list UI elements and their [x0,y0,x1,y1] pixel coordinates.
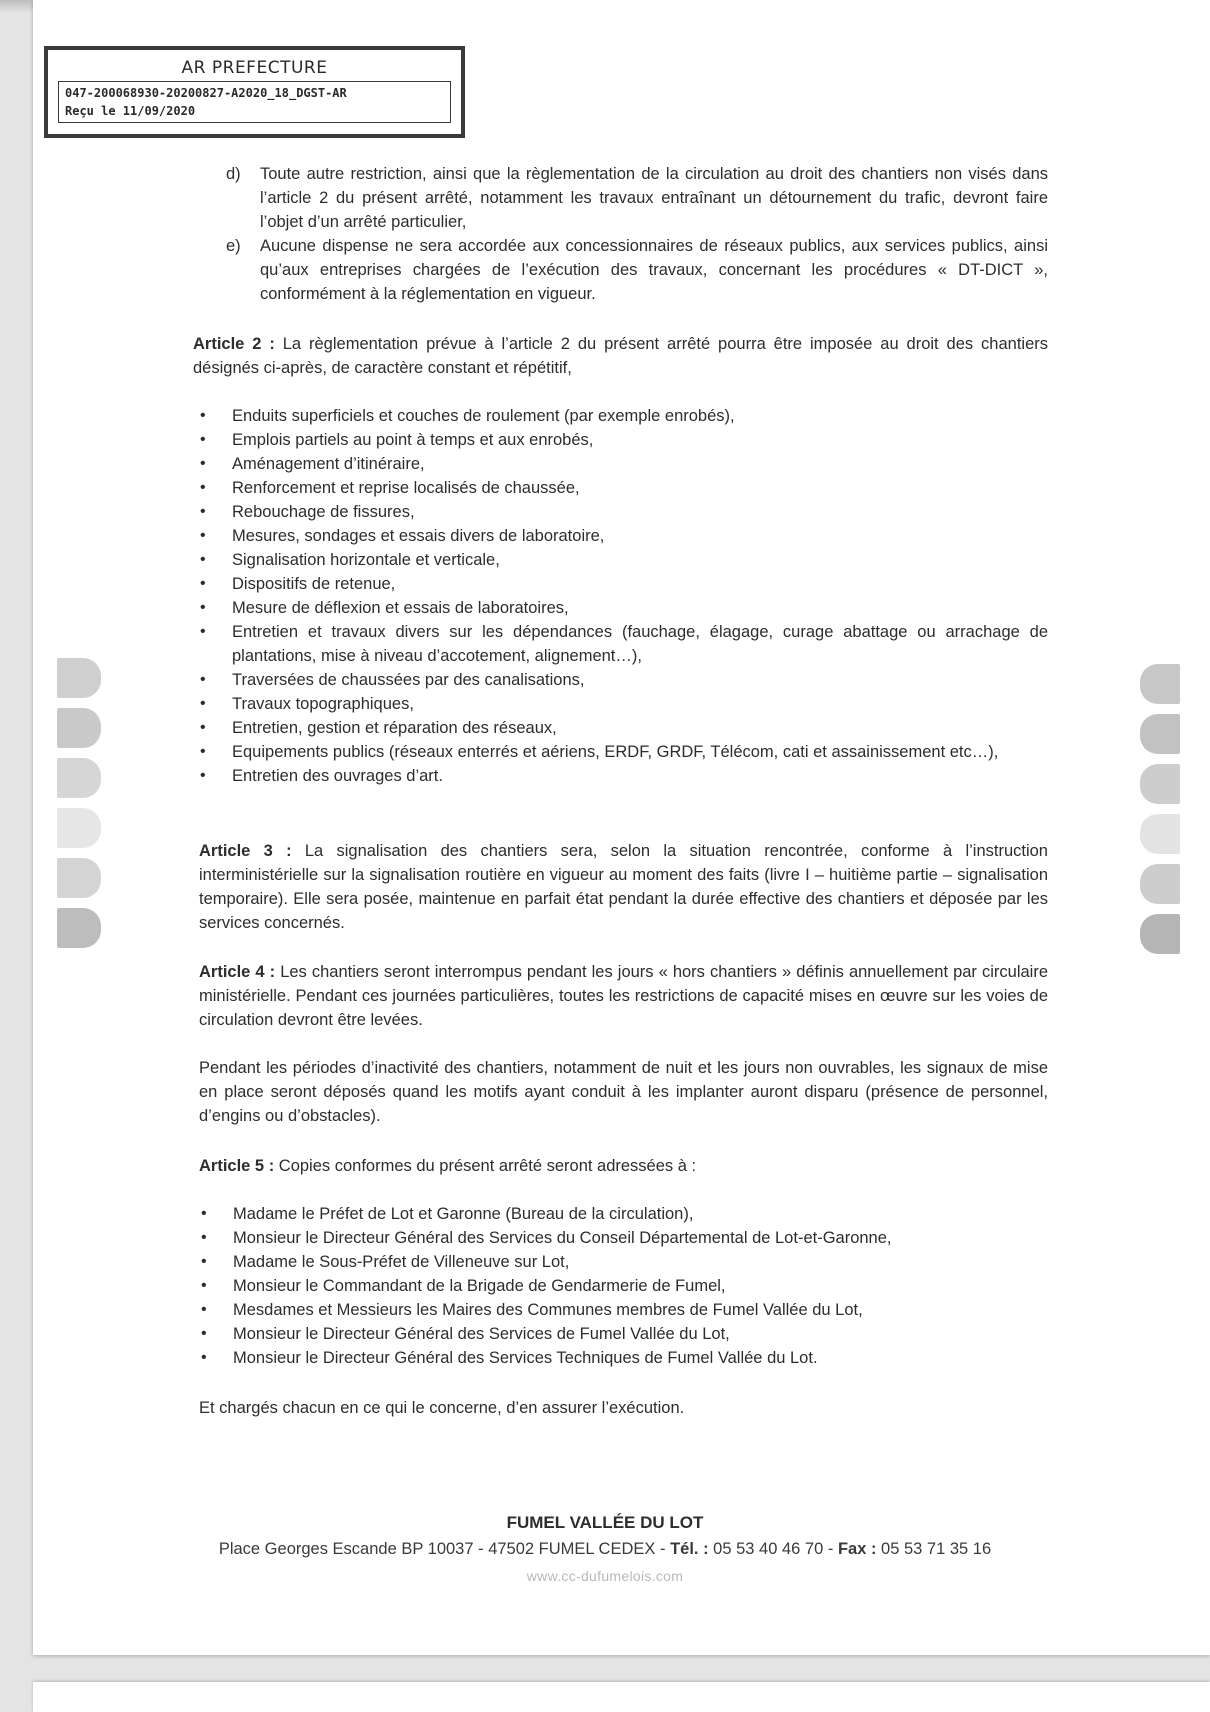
article-2-paragraph [193,332,1048,380]
bullet-icon: • [201,1277,207,1294]
list-item [199,1298,1048,1322]
bullet-icon: • [200,527,206,544]
bullet-icon: • [200,575,206,592]
right-side-tab [1140,814,1180,854]
list-item [198,452,1048,476]
footer-address: Place Georges Escande BP 10037 - 47502 FUMEL CEDEX - [218,1540,671,1558]
list-item-text: Monsieur le Commandant de la Brigade de Gendarmerie de Fumel, [233,1277,726,1295]
list-item-text: Emplois partiels au point à temps et aux enrobés, [232,431,594,449]
right-side-tab [1140,914,1180,954]
item-text: Aucune dispense ne sera accordée aux concessionnaires de réseaux publics, aux services publics, ainsi qu’aux entreprises chargées de l’exécution des travaux, concernant les procédures « DT-DICT », conformément à la réglementation en vigueur. [260,237,1048,303]
bullet-icon: • [200,671,206,688]
item-text: Toute autre restriction, ainsi que la règlementation de la circulation au droit des chantiers non visés dans l’article 2 du présent arrêté, notamment les travaux entraînant un détournement du trafic, devront faire l’objet d’un arrêté particulier, [260,165,1048,231]
list-item [198,620,1048,668]
bullet-icon: • [201,1349,207,1366]
right-side-tab [1140,664,1180,704]
list-item [199,1250,1048,1274]
list-item [198,548,1048,572]
bullet-icon: • [200,695,206,712]
list-item-text: Rebouchage de fissures, [232,503,415,521]
list-item-text: Entretien, gestion et réparation des réseaux, [232,719,557,737]
left-side-tab [57,808,101,848]
article-2-text: La règlementation prévue à l’article 2 du présent arrêté pourra être imposée au droit des chantiers désignés ci-après, de caractère constant et répétitif, [193,335,1048,377]
list-item-text: Monsieur le Directeur Général des Services de Fumel Vallée du Lot, [233,1325,730,1343]
article-5-text: Copies conformes du présent arrêté seront adressées à : [274,1157,697,1175]
footer-address-line [0,1540,1210,1559]
bullet-icon: • [200,551,206,568]
list-item [199,1226,1048,1250]
list-item-text: Travaux topographiques, [232,695,414,713]
list-item-text: Aménagement d’itinéraire, [232,455,425,473]
list-item [198,692,1048,716]
list-item [199,1346,1048,1370]
list-item [199,1322,1048,1346]
article-4-paragraph-2: Pendant les périodes d’inactivité des chantiers, notamment de nuit et les jours non ouvrables, les signaux de mise en place seront déposés quand les motifs ayant conduit à les implanter auront disparu (présence de personnel, d’engins ou d’obstacles). [199,1059,1048,1125]
list-item-text: Mesure de déflexion et essais de laboratoires, [232,599,569,617]
list-item-text: Entretien et travaux divers sur les dépendances (fauchage, élagage, curage abattage ou arrachage de plantations, mise à niveau d’accotement, alignement…), [232,623,1048,665]
article-5-label: Article 5 : [199,1157,275,1175]
article-5-paragraph [199,1154,1048,1178]
closing-sentence: Et chargés chacun en ce qui le concerne, d’en assurer l’exécution. [199,1399,685,1417]
bullet-icon: • [200,719,206,736]
bullet-icon: • [200,503,206,520]
list-item [198,428,1048,452]
list-item-text: Madame le Sous-Préfet de Villeneuve sur Lot, [233,1253,570,1271]
list-item-d [226,162,1048,234]
list-item [198,764,1048,788]
bullet-icon: • [200,767,206,784]
prefecture-stamp [44,46,465,138]
next-page-edge [33,1682,1210,1712]
list-item-text: Signalisation horizontale et verticale, [232,551,500,569]
article-3-paragraph [199,839,1048,935]
footer-fax: 05 53 71 35 16 [876,1540,992,1558]
bullet-icon: • [200,479,206,496]
list-item-text: Renforcement et reprise localisés de chaussée, [232,479,580,497]
bullet-icon: • [200,623,206,640]
list-item-text: Monsieur le Directeur Général des Services Techniques de Fumel Vallée du Lot. [233,1349,818,1367]
bullet-icon: • [200,743,206,760]
list-item-text: Equipements publics (réseaux enterrés et aériens, ERDF, GRDF, Télécom, cati et assainissement etc…), [232,743,999,761]
list-item [198,740,1048,764]
article-4-label: Article 4 : [199,963,276,981]
footer-website: www.cc-dufumelois.com [526,1568,684,1584]
list-item [198,716,1048,740]
list-item [198,476,1048,500]
list-item [198,404,1048,428]
bullet-icon: • [200,455,206,472]
left-side-tab [57,708,101,748]
right-side-tab [1140,714,1180,754]
bullet-icon: • [201,1229,207,1246]
right-side-tab [1140,864,1180,904]
list-item-text: Enduits superficiels et couches de roulement (par exemple enrobés), [232,407,735,425]
left-side-tab [57,908,101,948]
list-item-text: Madame le Préfet de Lot et Garonne (Bureau de la circulation), [233,1205,694,1223]
bullet-icon: • [201,1205,207,1222]
article-4-paragraph [199,960,1048,1032]
footer-tel: 05 53 40 46 70 - [708,1540,838,1558]
list-item [198,668,1048,692]
list-item [198,524,1048,548]
list-item-e [226,234,1048,306]
stamp-reference: 047-200068930-20200827-A2020_18_DGST-AR [65,86,347,100]
list-item-text: Mesdames et Messieurs les Maires des Communes membres de Fumel Vallée du Lot, [233,1301,863,1319]
article-3-label: Article 3 : [199,842,292,860]
left-side-tab [57,658,101,698]
list-item-text: Mesures, sondages et essais divers de laboratoire, [232,527,605,545]
bullet-icon: • [200,407,206,424]
list-item-text: Entretien des ouvrages d’art. [232,767,443,785]
item-mark: d) [226,165,241,183]
list-item [199,1274,1048,1298]
bullet-icon: • [201,1301,207,1318]
article-4-text: Les chantiers seront interrompus pendant les jours « hors chantiers » définis annuellement par circulaire ministérielle. Pendant ces journées particulières, toutes les restrictions de capacité mises en œuvre sur les voies de circulation devront être levées. [199,963,1048,1029]
left-side-tab [57,858,101,898]
footer-organization: FUMEL VALLÉE DU LOT [506,1513,704,1532]
bullet-icon: • [201,1325,207,1342]
left-side-tab [57,758,101,798]
bullet-icon: • [200,599,206,616]
article-2-bullet-list [198,404,1048,788]
bullet-icon: • [201,1253,207,1270]
list-item-text: Dispositifs de retenue, [232,575,396,593]
list-item-text: Traversées de chaussées par des canalisations, [232,671,585,689]
list-item-text: Monsieur le Directeur Général des Services du Conseil Départemental de Lot-et-Garonne, [233,1229,892,1247]
article-3-text: La signalisation des chantiers sera, selon la situation rencontrée, conforme à l’instruction interministérielle sur la signalisation routière en vigueur au moment des faits (livre I – huitième partie – signalisation temporaire). Elle sera posée, maintenue en parfait état pendant la durée effective des chantiers et déposée par les services concernés. [199,842,1048,932]
list-item [198,572,1048,596]
stamp-reference-box [58,81,451,123]
right-side-tab [1140,764,1180,804]
stamp-received-date: Reçu le 11/09/2020 [65,104,196,118]
footer-fax-label: Fax : [837,1540,877,1558]
footer-tel-label: Tél. : [670,1540,709,1558]
list-item [198,596,1048,620]
list-item [199,1202,1048,1226]
bullet-icon: • [200,431,206,448]
stamp-title: AR PREFECTURE [181,58,328,78]
article-5-bullet-list [199,1202,1048,1370]
article-2-label: Article 2 : [193,335,275,353]
list-item [198,500,1048,524]
item-mark: e) [226,237,241,255]
